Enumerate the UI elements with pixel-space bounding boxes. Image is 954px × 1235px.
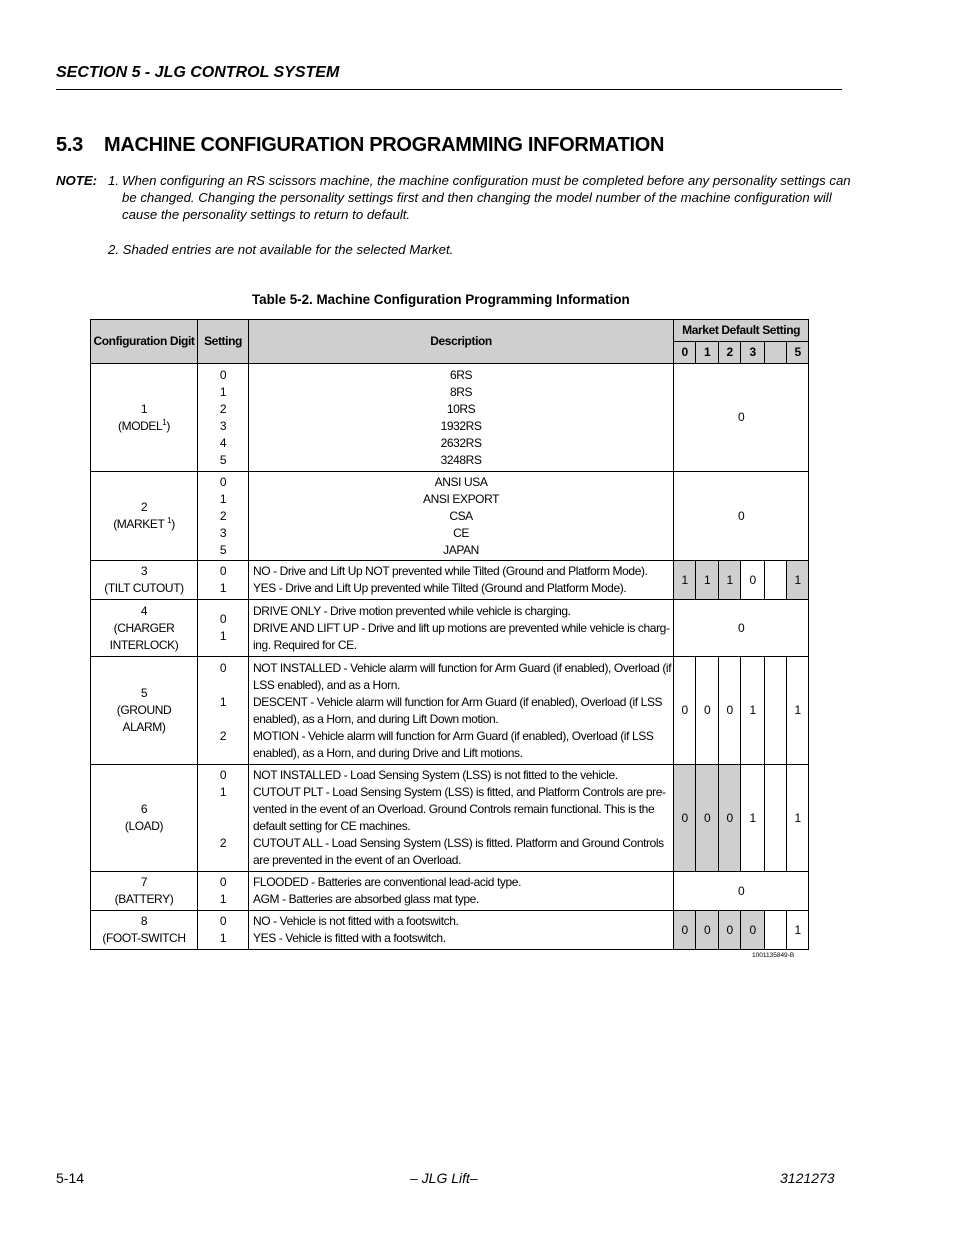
setting-value: 2 [219,508,227,523]
footer-doc-number: 3121273 [780,1170,835,1186]
setting-cell [198,765,249,872]
config-digit-cell [91,472,198,561]
setting-value: 2 [219,401,227,416]
description-cell [249,911,674,950]
setting-value: 3 [219,418,227,433]
description-line: CE [453,525,469,540]
config-digit-line: 4 [140,603,148,618]
description-cell [249,561,674,600]
description-line: 8RS [449,384,473,399]
header-setting: Setting [198,320,249,364]
market-col-header: 3 [741,342,765,364]
config-digit-line: (MARKET $^1$) [113,516,175,531]
description-line: default setting for CE machines. [253,819,411,833]
market-value-cell: 1 [787,911,809,950]
config-digit-cell [91,872,198,911]
description-line: NOT INSTALLED - Load Sensing System (LSS) is not fitted to the vehicle. [253,768,618,782]
market-value-cell: 0 [719,657,741,765]
config-digit-cell [91,765,198,872]
setting-cell [198,364,249,472]
setting-cell [198,911,249,950]
market-value-cell: 1 [787,657,809,765]
description-line: FLOODED - Batteries are conventional lead-acid type. [253,875,522,889]
config-digit-line: 5 [140,686,148,700]
footer-page-number: 5-14 [56,1170,85,1186]
setting-value: 4 [219,435,227,450]
market-value-cell: 0 [696,765,719,872]
description-line: NOT INSTALLED - Vehicle alarm will function for Arm Guard (if enabled), Overload (if [253,660,672,675]
table-row [91,472,809,561]
note-item-1-text: When configuring an RS scissors machine, the machine configuration must be completed before any personality settings can be changed. Changing the personality settings first and then changing the model number of the machine configuration will cause the personality settings to return to default. [122,173,851,222]
market-value-cell: 1 [696,561,719,600]
description-line: 1932RS [440,418,482,433]
config-digit-line: (TILT CUTOUT) [104,581,184,595]
config-digit-line: 8 [140,914,148,928]
footnote-marker: 1 [162,417,167,427]
description-line: AGM - Batteries are absorbed glass mat type. [253,892,479,906]
description-cell [249,765,674,872]
config-digit-line: 3 [140,564,148,578]
config-digit-cell [91,911,198,950]
setting-value: 0 [219,660,227,675]
description-line: CUTOUT ALL - Load Sensing System (LSS) is fitted. Platform and Ground Controls [253,836,664,850]
market-col-header [765,342,787,364]
description-cell [249,600,674,657]
config-table [90,319,809,950]
table-row [91,765,809,872]
setting-value: 1 [219,581,227,595]
market-default-cell: 0 [674,872,809,911]
setting-value: 0 [219,768,227,782]
config-digit-line: INTERLOCK) [109,637,179,652]
setting-value: 2 [219,836,227,850]
setting-value [198,745,248,762]
config-digit-line: 6 [140,802,148,816]
description-line: LSS enabled), and as a Horn. [253,677,400,692]
market-default-cell: 0 [674,600,809,657]
description-line: DRIVE ONLY - Drive motion prevented while vehicle is charging. [253,603,571,618]
setting-value: 1 [219,892,227,906]
setting-value: 0 [219,367,227,382]
setting-value [198,677,248,694]
page-title [56,134,664,157]
header-market-default: Market Default Setting [674,320,809,342]
config-digit-line: (BATTERY) [114,892,174,906]
config-digit-line: 2 [140,500,148,514]
table-row [91,911,809,950]
config-digit-line: (LOAD) [124,819,164,833]
config-digit-line: (FOOT-SWITCH [102,931,186,945]
setting-value: 1 [219,491,227,506]
description-line: 2632RS [440,435,482,450]
table-row [91,657,809,765]
market-col-header: 1 [696,342,719,364]
config-digit-cell [91,600,198,657]
setting-cell [198,561,249,600]
setting-cell [198,872,249,911]
description-line: enabled), as a Horn, and during Lift Down motion. [253,711,499,726]
table-row [91,872,809,911]
description-line: MOTION - Vehicle alarm will function for Arm Guard (if enabled), Overload (if LSS [253,728,654,743]
note-item-1 [108,172,853,223]
description-line: NO - Drive and Lift Up NOT prevented while Tilted (Ground and Platform Mode). [253,564,648,578]
setting-value: 0 [219,914,227,928]
description-cell [249,657,674,765]
market-value-cell: 1 [674,561,696,600]
setting-cell [198,657,249,765]
config-digit-cell [91,364,198,472]
note-label: NOTE: [56,173,98,188]
setting-value: 0 [219,474,227,489]
market-value-cell: 0 [674,657,696,765]
config-digit-line: (CHARGER [113,620,175,635]
description-line: enabled), as a Horn, and during Drive and Lift motions. [253,745,523,760]
description-line: DRIVE AND LIFT UP - Drive and lift up motions are prevented while vehicle is charg- [253,620,670,635]
market-value-cell [765,765,787,872]
market-value-cell: 1 [719,561,741,600]
description-cell [249,364,674,472]
description-line: 6RS [449,367,473,382]
description-line: YES - Drive and Lift Up prevented while Tilted (Ground and Platform Mode). [253,581,627,595]
market-value-cell: 0 [741,911,765,950]
footer-center: – JLG Lift– [410,1170,478,1186]
market-default-cell: 0 [674,472,809,561]
setting-value: 0 [219,564,227,578]
description-line: NO - Vehicle is not fitted with a footswitch. [253,914,459,928]
market-value-cell: 0 [719,765,741,872]
setting-value [198,801,248,818]
setting-value [198,852,248,869]
market-value-cell: 0 [674,911,696,950]
section-number: 5.3 [56,134,83,156]
market-value-cell: 0 [696,657,719,765]
setting-value: 3 [219,525,227,540]
header-config-digit: Configuration Digit [91,320,198,364]
market-value-cell: 1 [787,765,809,872]
config-digit-line: (MODEL$^1$) [118,417,170,433]
description-line: YES - Vehicle is fitted with a footswitch. [253,931,446,945]
setting-value: 1 [219,931,227,945]
description-cell [249,472,674,561]
market-value-cell: 0 [741,561,765,600]
setting-value [198,711,248,728]
description-line: ANSI USA [434,474,488,489]
market-default-cell: 0 [674,364,809,472]
setting-value: 1 [219,629,227,643]
market-value-cell: 1 [741,657,765,765]
section-header: SECTION 5 - JLG CONTROL SYSTEM [56,64,340,81]
market-value-cell: 0 [696,911,719,950]
market-value-cell [765,911,787,950]
note-item-1-number: 1. [108,173,119,188]
description-line: CSA [449,508,473,523]
description-line: vented in the event of an Overload. Ground Controls remain functional. This is the [253,802,655,816]
document-id: 1001135849-B [752,952,795,959]
market-col-header: 0 [674,342,696,364]
market-value-cell: 0 [719,911,741,950]
description-line: are prevented in the event of an Overload. [253,853,462,867]
market-value-cell: 1 [787,561,809,600]
config-digit-cell [91,657,198,765]
setting-value: 5 [219,452,227,467]
header-rule [56,89,842,90]
config-digit-line: ALARM) [122,720,166,734]
description-line: 3248RS [440,452,482,467]
setting-cell [198,600,249,657]
config-digit-line: (GROUND [116,703,172,717]
table-row [91,561,809,600]
description-line: 10RS [446,401,476,416]
note-item-2: 2. Shaded entries are not available for the selected Market. [108,242,454,257]
setting-value [198,818,248,835]
config-digit-line: 7 [140,875,148,889]
market-value-cell [765,657,787,765]
table-caption: Table 5-2. Machine Configuration Programming Information [252,292,630,307]
description-line: ANSI EXPORT [423,491,500,506]
market-col-header: 2 [719,342,741,364]
description-line: CUTOUT PLT - Load Sensing System (LSS) is fitted, and Platform Controls are pre- [253,785,666,799]
setting-value: 1 [219,694,227,709]
setting-cell [198,472,249,561]
description-line: DESCENT - Vehicle alarm will function for Arm Guard (if enabled), Overload (if LSS [253,694,663,709]
setting-value: 5 [219,542,227,557]
config-digit-line: 1 [140,401,148,416]
description-line: ing. Required for CE. [253,637,357,652]
market-value-cell [765,561,787,600]
header-description: Description [249,320,674,364]
table-row [91,364,809,472]
market-value-cell: 1 [741,765,765,872]
setting-value: 0 [219,612,227,626]
setting-value: 2 [219,728,227,743]
description-line: JAPAN [443,542,479,557]
setting-value: 1 [219,384,227,399]
footnote-marker: 1 [167,516,172,525]
setting-value: 0 [219,875,227,889]
config-digit-cell [91,561,198,600]
table-row [91,600,809,657]
section-title-text: MACHINE CONFIGURATION PROGRAMMING INFORMATION [104,134,665,156]
setting-value: 1 [219,785,227,799]
market-value-cell: 0 [674,765,696,872]
description-cell [249,872,674,911]
market-col-header: 5 [787,342,809,364]
